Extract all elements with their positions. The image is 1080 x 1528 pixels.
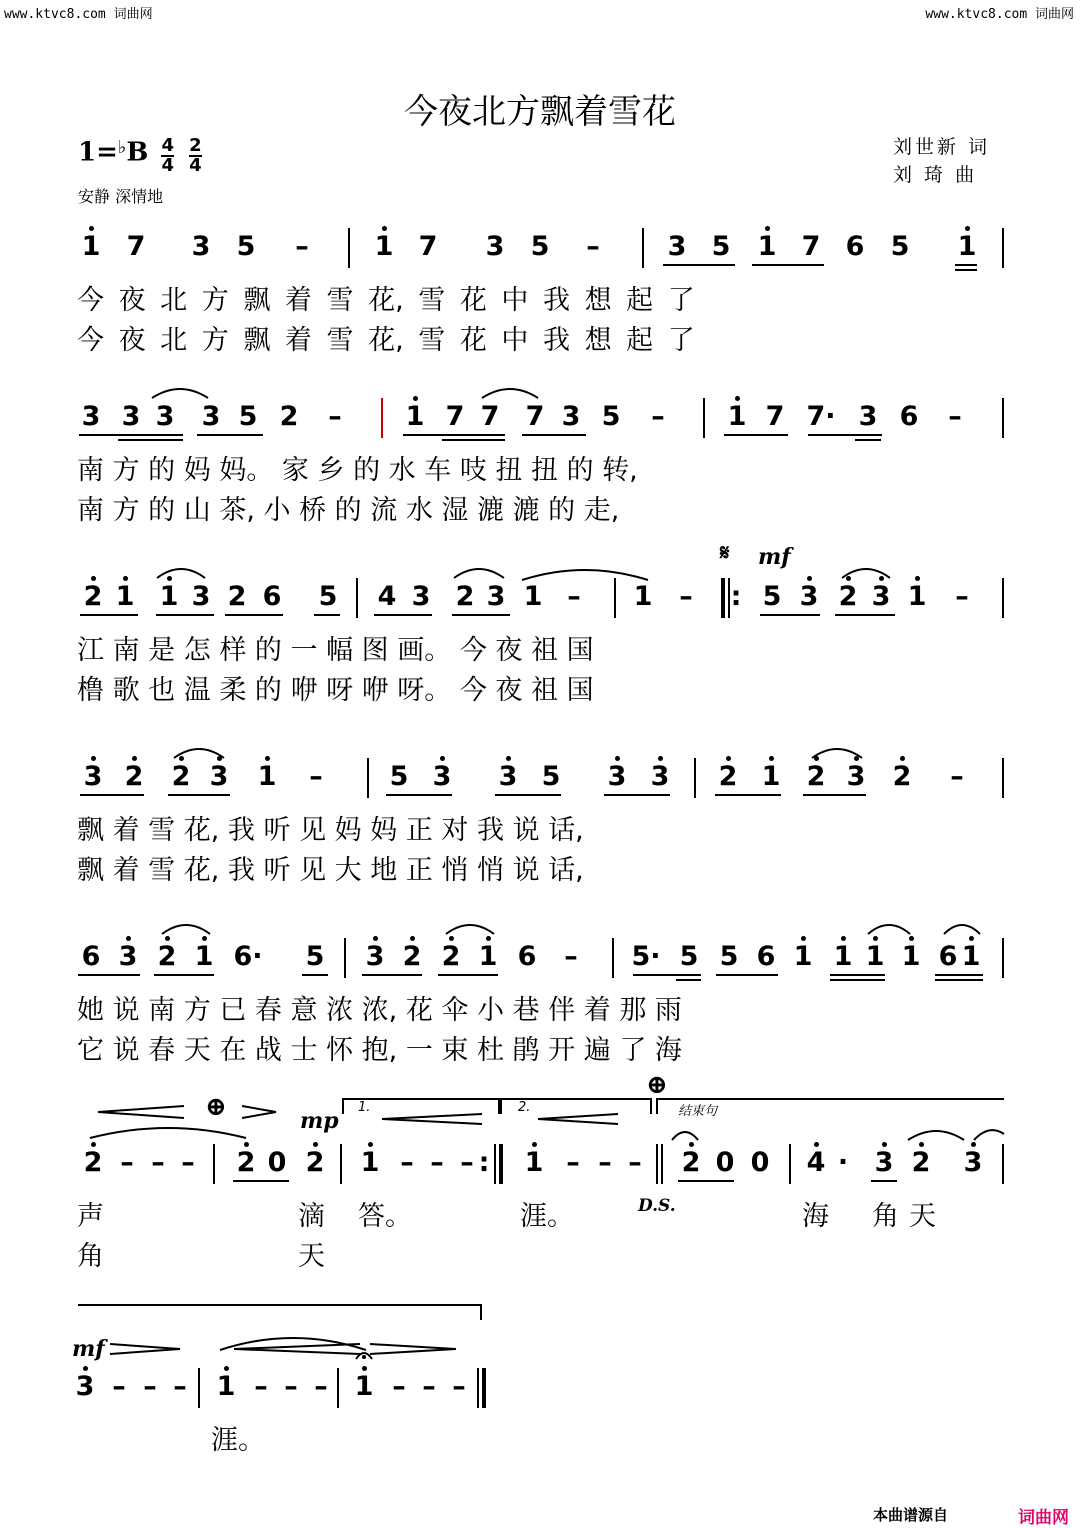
ending-bracket-continued xyxy=(78,1304,482,1320)
beam xyxy=(871,1180,897,1182)
lyrics-verse-2: 飘 着 雪 花, 我 听 见 大 地 正 悄 悄 说 话, xyxy=(77,855,584,886)
beam xyxy=(156,614,214,616)
barline xyxy=(348,228,350,268)
barline xyxy=(381,398,383,438)
note: 3 xyxy=(869,1148,899,1178)
beam xyxy=(302,974,328,976)
time-signature-1: $\frac{4}{4}$ xyxy=(161,135,174,176)
note: – xyxy=(309,761,323,792)
beam xyxy=(118,439,183,441)
note: – xyxy=(284,1371,298,1402)
note: 5 xyxy=(679,941,699,972)
note: 3 xyxy=(427,762,457,792)
note: 2 xyxy=(152,942,182,972)
barline xyxy=(1002,758,1004,798)
barline xyxy=(614,578,616,618)
note: – xyxy=(452,1371,466,1402)
note: 7 xyxy=(525,401,545,432)
note: 2 xyxy=(227,581,247,612)
note: – xyxy=(628,1147,642,1178)
ds-marking: D.S. xyxy=(638,1196,676,1216)
note: 3 xyxy=(191,231,211,262)
beam xyxy=(225,614,283,616)
volta-2-label: 2. xyxy=(518,1100,531,1115)
beam xyxy=(374,614,432,616)
repeat-dots: : xyxy=(730,581,742,612)
slur xyxy=(160,920,212,936)
beam xyxy=(168,794,230,796)
lyric-word: 答。 xyxy=(358,1201,412,1232)
note: 5 xyxy=(601,401,621,432)
barline xyxy=(198,1368,200,1408)
note: 5· xyxy=(631,941,661,972)
barline xyxy=(656,1144,658,1184)
note: 1 xyxy=(189,942,219,972)
beam xyxy=(197,434,263,436)
note: 0 xyxy=(267,1147,287,1178)
note: – xyxy=(392,1371,406,1402)
note: 2 xyxy=(119,762,149,792)
note: 3 xyxy=(201,401,221,432)
note: 2 xyxy=(78,582,108,612)
beam xyxy=(442,439,505,441)
note: 6 xyxy=(262,581,282,612)
crescendo-hairpin xyxy=(232,1342,362,1356)
note: 7 xyxy=(126,231,146,262)
note: – xyxy=(314,1371,328,1402)
note: 3 xyxy=(155,401,175,432)
note: 6· xyxy=(233,941,263,972)
note: 3 xyxy=(70,1372,100,1402)
note: 4 xyxy=(377,581,397,612)
dynamic-mf: mf xyxy=(72,1336,105,1362)
coda-sign: ⊕ xyxy=(646,1070,668,1100)
decrescendo-hairpin xyxy=(108,1342,182,1356)
note: 3 xyxy=(561,401,581,432)
repeat-start-barline xyxy=(721,578,725,618)
time-signature-2: $\frac{2}{4}$ xyxy=(189,135,202,176)
beam xyxy=(724,434,788,436)
note: 1 xyxy=(349,1372,379,1402)
note: 6 xyxy=(756,941,776,972)
beam xyxy=(80,614,138,616)
barline xyxy=(703,398,705,438)
note: 3 xyxy=(486,581,506,612)
source-note: 本曲谱源自 xyxy=(873,1506,949,1524)
note: 7 xyxy=(765,401,785,432)
note: – xyxy=(295,231,309,262)
dynamic-mf: mf xyxy=(758,544,791,570)
note: – xyxy=(430,1147,444,1178)
lyric-word: 角 xyxy=(872,1201,899,1232)
volta-1-label: 1. xyxy=(358,1100,371,1115)
note: 1 xyxy=(76,232,106,262)
beam xyxy=(835,614,895,616)
note: 1 xyxy=(956,942,986,972)
crescendo-hairpin xyxy=(96,1104,186,1120)
note: 7 xyxy=(418,231,438,262)
note: 1 xyxy=(523,581,543,612)
slur xyxy=(88,1122,248,1140)
final-barline xyxy=(482,1368,486,1408)
note: 3 xyxy=(121,401,141,432)
lyrics-verse-1: 飘 着 雪 花, 我 听 见 妈 妈 正 对 我 说 话, xyxy=(77,815,584,846)
beam xyxy=(663,264,735,266)
note: 7 xyxy=(480,401,500,432)
note: 3 xyxy=(645,762,675,792)
beam xyxy=(154,974,214,976)
note: 5 xyxy=(890,231,910,262)
note: – xyxy=(564,941,578,972)
note: 1 xyxy=(828,942,858,972)
note: 0 xyxy=(750,1147,770,1178)
barline xyxy=(694,758,696,798)
note: 2 xyxy=(166,762,196,792)
beam xyxy=(830,979,885,981)
segno-sign: 𝄋 xyxy=(720,540,730,566)
repeat-dots: : xyxy=(478,1147,490,1178)
tempo-marking: 安静 深情地 xyxy=(78,187,164,206)
note: 1 xyxy=(952,232,982,262)
beam xyxy=(522,434,586,436)
note: 2 xyxy=(906,1148,936,1178)
note: – xyxy=(948,401,962,432)
slur xyxy=(972,1126,1006,1142)
note: – xyxy=(586,231,600,262)
note: – xyxy=(112,1371,126,1402)
beam xyxy=(676,979,701,981)
note: – xyxy=(151,1147,165,1178)
lyrics-verse-1: 江 南 是 怎 样 的 一 幅 图 画。 今 夜 祖 国 xyxy=(77,635,594,666)
slur xyxy=(670,1126,700,1142)
tie xyxy=(520,564,650,582)
lyrics-verse-2: 橹 歌 也 温 柔 的 咿 呀 咿 呀。 今 夜 祖 国 xyxy=(77,675,594,706)
note: 7 xyxy=(801,231,821,262)
lyric-word: 角 xyxy=(77,1241,104,1272)
note: 3 xyxy=(360,942,390,972)
barline xyxy=(1002,228,1004,268)
crescendo-hairpin xyxy=(380,1112,484,1126)
note: 1 xyxy=(633,581,653,612)
beam xyxy=(403,434,505,436)
barline xyxy=(367,758,369,798)
site-watermark-right[interactable]: www.ktvc8.com 词曲网 xyxy=(925,7,1074,22)
barline xyxy=(1002,578,1004,618)
repeat-end-barline xyxy=(499,1144,503,1184)
note: 6 xyxy=(938,941,958,972)
beam xyxy=(935,974,983,976)
slur xyxy=(906,1126,966,1142)
note: – xyxy=(950,761,964,792)
beam xyxy=(935,979,983,981)
beam xyxy=(803,794,866,796)
barline xyxy=(356,578,358,618)
beam xyxy=(830,974,885,976)
beam xyxy=(716,974,778,976)
note: – xyxy=(598,1147,612,1178)
note: – xyxy=(422,1371,436,1402)
barline xyxy=(1002,938,1004,978)
lyric-word: 天 xyxy=(909,1201,936,1232)
lyric-word: 滴 xyxy=(298,1201,325,1232)
barline xyxy=(1002,1144,1004,1184)
note: 1 xyxy=(902,582,932,612)
slur xyxy=(150,384,210,400)
lyric-word: 声 xyxy=(77,1201,104,1232)
lyrics-verse-1: 今 夜 北 方 飘 着 雪 花, 雪 花 中 我 想 起 了 xyxy=(77,285,695,316)
key-note: B xyxy=(126,137,149,168)
site-logo-link[interactable]: 词曲网 xyxy=(1018,1508,1069,1528)
beam xyxy=(808,434,882,436)
beam xyxy=(604,794,670,796)
note: – xyxy=(679,581,693,612)
note: 5 xyxy=(719,941,739,972)
lyric-word: 涯。 xyxy=(520,1201,574,1232)
ending-label: 结束句 xyxy=(678,1104,718,1119)
beam xyxy=(760,614,820,616)
beam xyxy=(752,264,824,266)
beam xyxy=(955,269,977,271)
note: – xyxy=(651,401,665,432)
beam xyxy=(78,974,140,976)
note: 2 xyxy=(279,401,299,432)
note: 1 xyxy=(752,232,782,262)
lyricist-credit: 刘世新 词 xyxy=(893,136,991,158)
key-signature xyxy=(78,137,202,175)
coda-sign: ⊕ xyxy=(205,1092,227,1122)
note: 6 xyxy=(899,401,919,432)
beam xyxy=(855,439,881,441)
lyrics-verse-2: 它 说 春 天 在 战 士 怀 抱, 一 束 杜 鹃 开 遍 了 海 xyxy=(77,1035,682,1066)
beam xyxy=(314,614,340,616)
slur xyxy=(155,564,207,580)
barline xyxy=(612,938,614,978)
lyrics-verse-1: 她 说 南 方 已 春 意 浓 浓, 花 伞 小 巷 伴 着 那 雨 xyxy=(77,995,682,1026)
note: 1 xyxy=(154,582,184,612)
note: 1 xyxy=(519,1148,549,1178)
beam xyxy=(633,974,701,976)
barline xyxy=(661,1144,663,1184)
barline xyxy=(344,938,346,978)
barline xyxy=(337,1368,339,1408)
note: – xyxy=(254,1371,268,1402)
note: – xyxy=(120,1147,134,1178)
lyrics-verse-1: 涯。 xyxy=(211,1425,265,1456)
beam xyxy=(678,1180,734,1182)
note: 5 xyxy=(238,401,258,432)
beam xyxy=(80,794,144,796)
note: 3 xyxy=(866,582,896,612)
note: 4 xyxy=(801,1148,831,1178)
note: 5 xyxy=(530,231,550,262)
note: 3 xyxy=(493,762,523,792)
crescendo-hairpin xyxy=(536,1112,620,1126)
barline xyxy=(213,1144,215,1184)
note: 1 xyxy=(756,762,786,792)
beam xyxy=(438,974,498,976)
barline xyxy=(1002,398,1004,438)
note: 3 xyxy=(191,581,211,612)
note: 1 xyxy=(252,762,282,792)
lyric-word: 海 xyxy=(802,1201,829,1232)
note: – xyxy=(173,1371,187,1402)
note: 2 xyxy=(833,582,863,612)
note: 5 xyxy=(389,761,409,792)
note: 5 xyxy=(318,581,338,612)
note: – xyxy=(400,1147,414,1178)
note: 2 xyxy=(887,762,917,792)
note: 2 xyxy=(397,942,427,972)
note: 1 xyxy=(400,402,430,432)
note: 6 xyxy=(517,941,537,972)
lyrics-verse-2: 今 夜 北 方 飘 着 雪 花, 雪 花 中 我 想 起 了 xyxy=(77,325,695,356)
note: 1 xyxy=(788,942,818,972)
note: 1 xyxy=(722,402,752,432)
note: 5 xyxy=(236,231,256,262)
note: 3 xyxy=(794,582,824,612)
note: 5 xyxy=(711,231,731,262)
note: – xyxy=(955,581,969,612)
decrescendo-hairpin xyxy=(368,1342,458,1356)
beam xyxy=(362,974,422,976)
flat-sign: ♭ xyxy=(117,137,127,158)
barline xyxy=(340,1144,342,1184)
barline xyxy=(642,228,644,268)
note: – xyxy=(567,581,581,612)
dynamic-mp: mp xyxy=(300,1108,339,1134)
note: 3 xyxy=(411,581,431,612)
note: 5 xyxy=(762,581,782,612)
lyrics-verse-1: 南 方 的 妈 妈。 家 乡 的 水 车 吱 扭 扭 的 转, xyxy=(77,455,638,486)
note: 3 xyxy=(602,762,632,792)
site-watermark-left[interactable]: www.ktvc8.com 词曲网 xyxy=(4,7,153,22)
beam xyxy=(79,434,183,436)
note: – xyxy=(460,1147,474,1178)
note: 3 xyxy=(485,231,505,262)
note: 1 xyxy=(355,1148,385,1178)
note: 1 xyxy=(860,942,890,972)
note: 2 xyxy=(455,581,475,612)
note: 2 xyxy=(78,1148,108,1178)
beam xyxy=(452,614,510,616)
note: – xyxy=(143,1371,157,1402)
note: 1 xyxy=(110,582,140,612)
key-label: 1= xyxy=(78,137,118,168)
slur xyxy=(866,920,912,936)
lyrics-verse-2: 南 方 的 山 茶, 小 桥 的 流 水 湿 漉 漉 的 走, xyxy=(77,495,620,526)
note: 5 xyxy=(541,761,561,792)
fermata xyxy=(355,1350,373,1360)
note: 3 xyxy=(81,401,101,432)
note: 1 xyxy=(896,942,926,972)
beam xyxy=(386,794,452,796)
final-barline xyxy=(477,1368,479,1408)
note: 2 xyxy=(231,1148,261,1178)
note: 0 xyxy=(715,1147,735,1178)
note: 3 xyxy=(113,942,143,972)
beam xyxy=(495,794,561,796)
note: 3 xyxy=(958,1148,988,1178)
note: 3 xyxy=(841,762,871,792)
beam xyxy=(715,794,781,796)
song-title: 今夜北方飘着雪花 xyxy=(404,92,676,132)
note: 3 xyxy=(667,231,687,262)
slur xyxy=(942,920,982,936)
note: – xyxy=(181,1147,195,1178)
note: 3 xyxy=(858,401,878,432)
beam xyxy=(233,1180,289,1182)
note: – xyxy=(566,1147,580,1178)
note: 2 xyxy=(676,1148,706,1178)
lyric-word: 天 xyxy=(298,1241,325,1272)
note: 2 xyxy=(300,1148,330,1178)
note: 1 xyxy=(473,942,503,972)
note: 5 xyxy=(305,941,325,972)
note: 2 xyxy=(436,942,466,972)
note: 1 xyxy=(211,1372,241,1402)
decrescendo-hairpin xyxy=(240,1104,278,1120)
slur xyxy=(480,384,540,400)
note: 1 xyxy=(369,232,399,262)
note: 6 xyxy=(845,231,865,262)
note: 7· xyxy=(806,401,836,432)
note: 7 xyxy=(445,401,465,432)
slur xyxy=(444,920,496,936)
repeat-end-barline xyxy=(494,1144,496,1184)
barline xyxy=(789,1144,791,1184)
note: 2 xyxy=(713,762,743,792)
beam xyxy=(955,264,977,266)
note: – xyxy=(328,401,342,432)
note: 6 xyxy=(81,941,101,972)
note: 3 xyxy=(78,762,108,792)
composer-credit: 刘 琦 曲 xyxy=(893,164,978,186)
note: 2 xyxy=(801,762,831,792)
slur xyxy=(452,564,506,580)
note: 3 xyxy=(204,762,234,792)
note: · xyxy=(837,1147,849,1178)
